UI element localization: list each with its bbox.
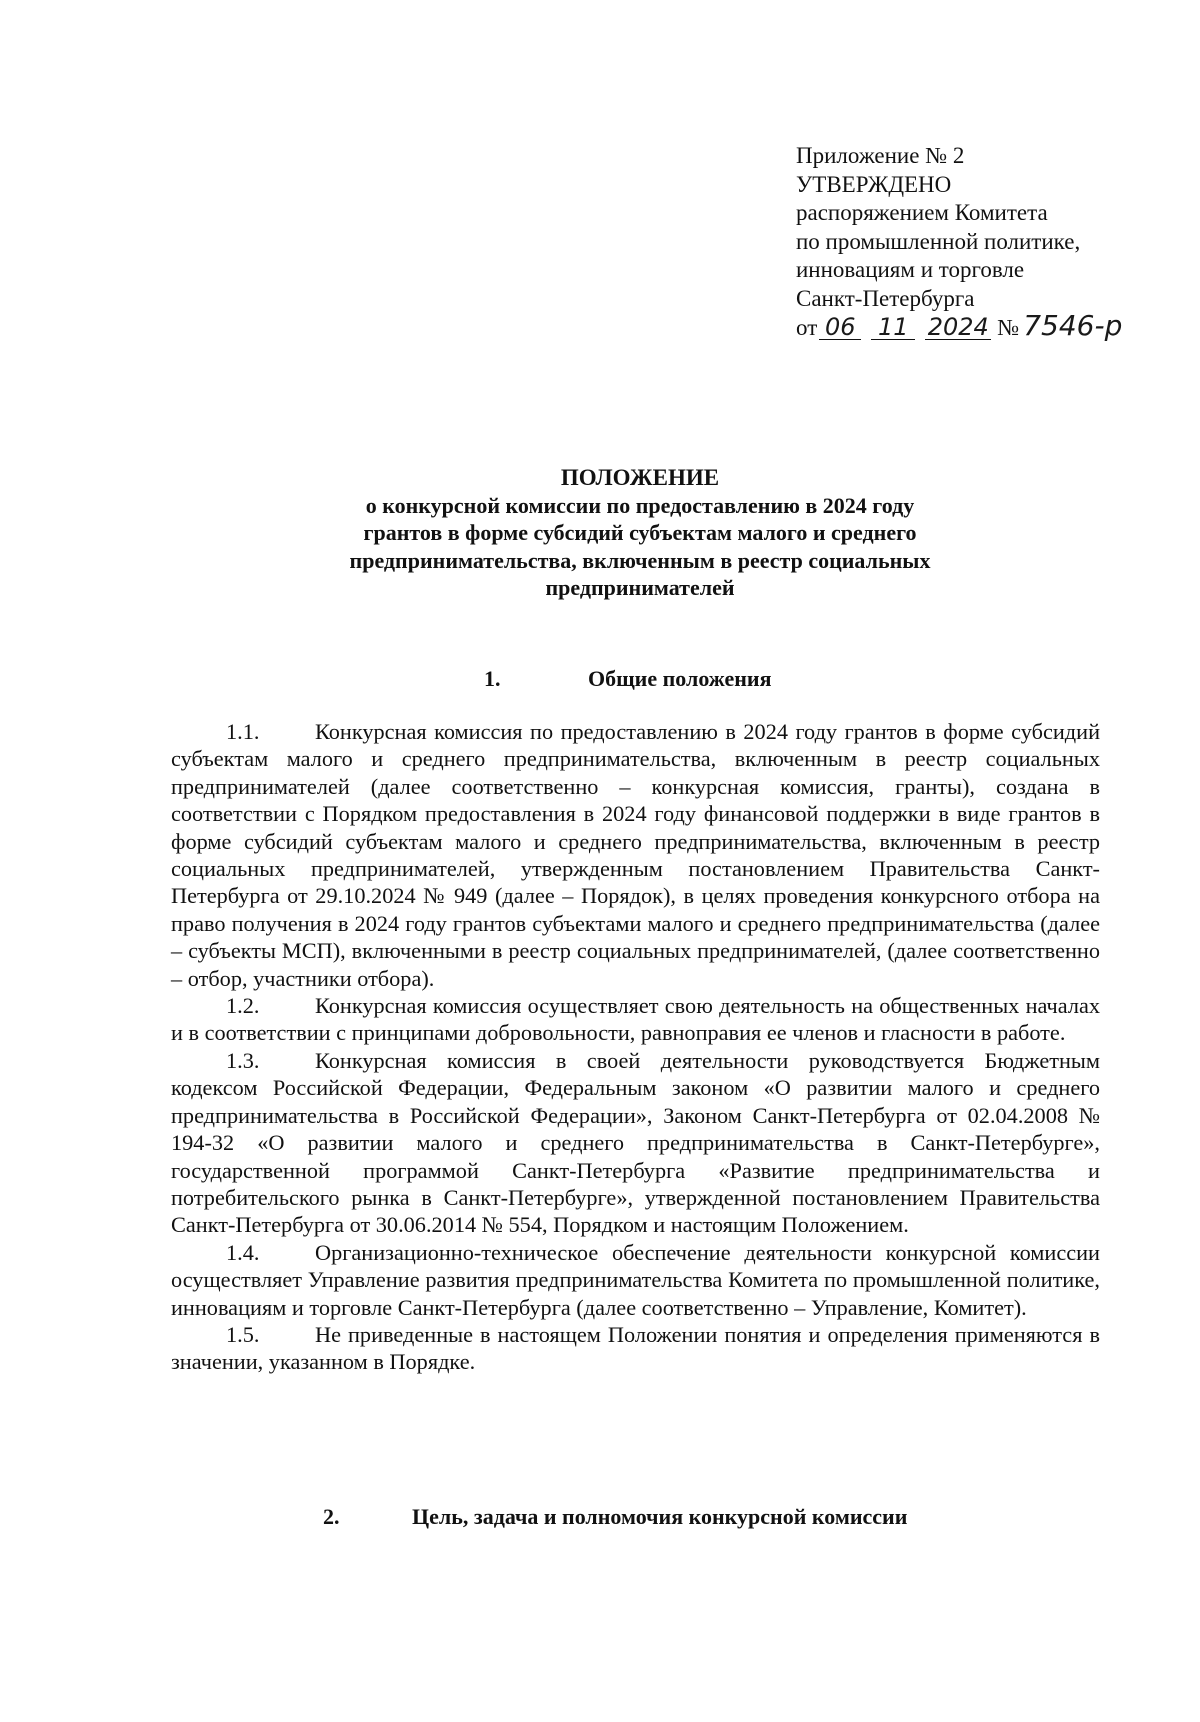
paragraph-1-2: [171, 992, 1100, 1047]
paragraph-number: 1.2.: [226, 993, 260, 1019]
paragraph-number: 1.1.: [226, 719, 260, 744]
approved-label: УТВЕРЖДЕНО: [796, 171, 952, 197]
section-title: Цель, задача и полномочия конкурсной комиссии: [412, 1504, 908, 1529]
title-line-3: предпринимательства, включенным в реестр социальных: [349, 547, 931, 573]
section-1-heading: [484, 665, 1004, 693]
section-number: 2.: [323, 1504, 340, 1529]
paragraph-text: Конкурсная комиссия по предоставлению в 2024 году грантов в форме субсидий субъектам малого и среднего предпринимательства, включенным в реестр социальных предпринимателей (далее соответственно – конкурсная комиссия, гранты), создана в соответствии с Порядком предоставления в 2024 году финансовой поддержки в виде грантов в форме субсидий субъектам малого и среднего предпринимательства, включенным в реестр социальных предпринимателей, утвержденным постановлением Правительства Санкт-Петербурга от 29.10.2024 № 949 (далее – Порядок), в целях проведения конкурсного отбора на право получения в 2024 году грантов субъектами малого и среднего предпринимательства (далее – субъекты МСП), включенными в реестр социальных предпринимателей, (далее соответственно – отбор, участники отбора).: [171, 719, 1100, 991]
paragraph-number: 1.5.: [226, 1321, 260, 1347]
approval-line-3: инновациям и торговле: [796, 257, 1025, 283]
title-line-2: грантов в форме субсидий субъектам малого и среднего: [363, 520, 917, 545]
number-label: №: [997, 314, 1020, 340]
approval-block: [796, 142, 1176, 342]
paragraph-number: 1.3.: [226, 1047, 260, 1073]
approval-line-1: распоряжением Комитета: [796, 200, 1048, 226]
document-title: [170, 464, 1110, 602]
section-2-heading: [323, 1503, 1043, 1531]
paragraph-1-4: [171, 1239, 1100, 1321]
paragraph-text: Не приведенные в настоящем Положении понятия и определения применяются в значении, указанном в Порядке.: [171, 1321, 1100, 1375]
paragraph-number: 1.4.: [226, 1239, 260, 1265]
paragraph-text: Организационно-техническое обеспечение деятельности конкурсной комиссии осуществляет Управление развития предпринимательства Комитета по промышленной политике, инновациям и торговле Санкт-Петербурга (далее соответственно – Управление, Комитет).: [171, 1239, 1100, 1320]
paragraph-text: Конкурсная комиссия осуществляет свою деятельность на общественных началах и в соответствии с принципами добровольности, равноправия ее членов и гласности в работе.: [171, 993, 1100, 1046]
title-line-4: предпринимателей: [545, 575, 735, 600]
section-1-body: [171, 718, 1100, 1376]
paragraph-text: Конкурсная комиссия в своей деятельности руководствуется Бюджетным кодексом Российской Федерации, Федеральным законом «О развитии малого и среднего предпринимательства в Российской Федерации», Законом Санкт-Петербурга от 02.04.2008 № 194-32 «О развитии малого и среднего предпринимательства в Санкт-Петербурге», государственной программой Санкт-Петербурга «Развитие предпринимательства и потребительского рынка в Санкт-Петербурге», утвержденной постановлением Правительства Санкт-Петербурга от 30.06.2014 № 554, Порядком и настоящим Положением.: [171, 1047, 1100, 1238]
date-day: 06: [819, 315, 861, 340]
approval-date-line: [796, 308, 1176, 343]
date-year: 2024: [925, 315, 991, 340]
approval-line-4: Санкт-Петербурга: [796, 285, 975, 311]
paragraph-1-3: [171, 1047, 1100, 1239]
paragraph-1-1: [171, 718, 1100, 992]
title-main: ПОЛОЖЕНИЕ: [560, 465, 720, 490]
date-month: 11: [871, 315, 915, 340]
document-number: 7546-р: [1023, 308, 1123, 342]
date-prefix: от: [796, 314, 818, 340]
section-title: Общие положения: [588, 666, 772, 691]
paragraph-1-5: [171, 1321, 1100, 1376]
approval-line-2: по промышленной политике,: [796, 228, 1081, 254]
appendix-label: Приложение № 2: [796, 143, 965, 168]
section-number: 1.: [484, 666, 501, 691]
title-line-1: о конкурсной комиссии по предоставлению в 2024 году: [365, 492, 915, 518]
